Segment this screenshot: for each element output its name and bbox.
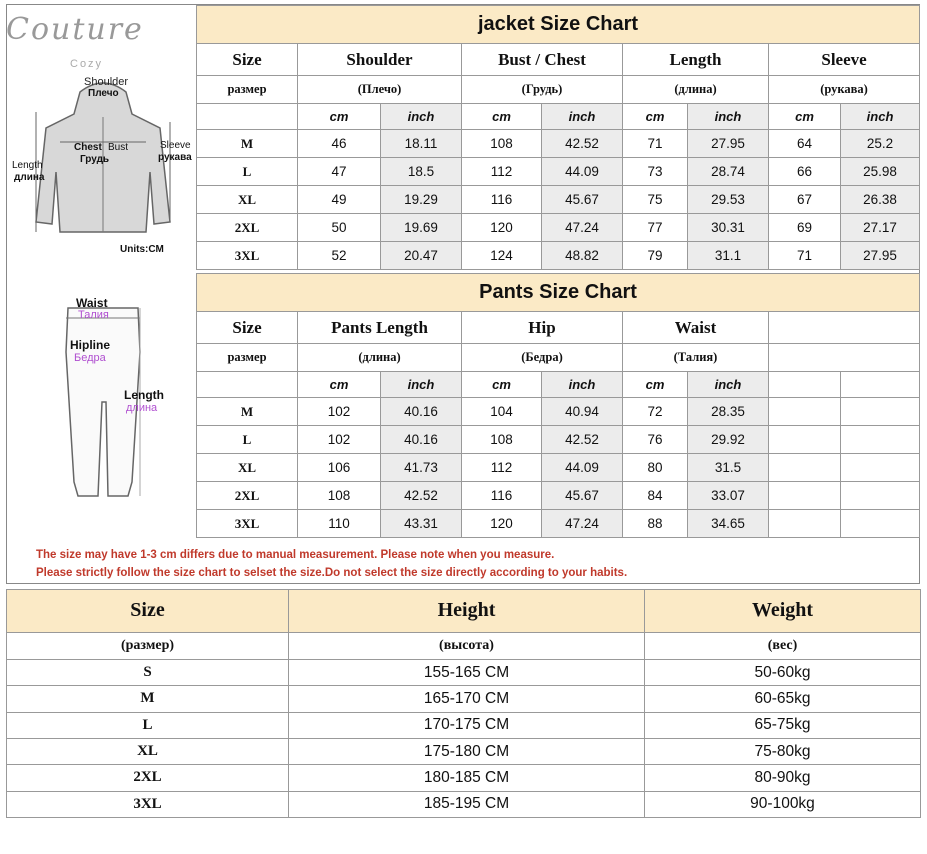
value-cell: 102 <box>298 426 381 454</box>
pants-subheader-waist: (Талия) <box>623 344 769 372</box>
value-cell: 79 <box>623 242 688 270</box>
size-cell: 3XL <box>197 510 298 538</box>
table-row <box>7 686 921 712</box>
table-row <box>197 130 920 158</box>
label-bust: Bust <box>108 142 129 153</box>
value-cell: 29.92 <box>688 426 769 454</box>
value-cell: 47.24 <box>542 214 623 242</box>
size-cell: S <box>7 659 289 685</box>
pants-chart-title: Pants Size Chart <box>197 274 920 312</box>
value-cell: 45.67 <box>542 482 623 510</box>
size-cell: M <box>197 130 298 158</box>
size-cell: XL <box>197 186 298 214</box>
value-cell: 77 <box>623 214 688 242</box>
table-row <box>7 765 921 791</box>
note-measurement: The size may have 1-3 cm differs due to manual measurement. Please note when you measure. <box>36 549 555 561</box>
label-hipline: Hipline <box>70 338 111 352</box>
logo-script: Couture <box>6 12 144 47</box>
value-cell: 66 <box>769 158 841 186</box>
value-cell: 31.5 <box>688 454 769 482</box>
table-row <box>197 242 920 270</box>
label-length-ru: длина <box>14 172 45 183</box>
unit-cm: cm <box>298 104 381 130</box>
table-row <box>197 214 920 242</box>
jacket-chart-title: jacket Size Chart <box>197 6 920 44</box>
value-cell: 76 <box>623 426 688 454</box>
value-cell: 50 <box>298 214 381 242</box>
value-cell: 45.67 <box>542 186 623 214</box>
size-cell: M <box>7 686 289 712</box>
value-cell: 19.29 <box>381 186 462 214</box>
value-cell: 27.95 <box>841 242 920 270</box>
blank-cell <box>841 398 920 426</box>
value-cell: 116 <box>462 482 542 510</box>
table-row <box>197 398 920 426</box>
unit-inch: inch <box>542 104 623 130</box>
subheader-sleeve: (рукава) <box>769 76 920 104</box>
value-cell: 20.47 <box>381 242 462 270</box>
value-cell: 72 <box>623 398 688 426</box>
blank-cell <box>841 510 920 538</box>
pants-header-length: Pants Length <box>298 312 462 344</box>
value-cell: 80 <box>623 454 688 482</box>
brand-logo <box>2 4 152 74</box>
value-cell: 40.16 <box>381 426 462 454</box>
table-row <box>7 659 921 685</box>
size-cell: L <box>7 712 289 738</box>
value-cell: 104 <box>462 398 542 426</box>
unit-blank <box>197 372 298 398</box>
size-cell: 3XL <box>197 242 298 270</box>
size-cell: 2XL <box>197 214 298 242</box>
value-cell: 116 <box>462 186 542 214</box>
value-cell: 88 <box>623 510 688 538</box>
table-row <box>7 738 921 764</box>
size-cell: M <box>197 398 298 426</box>
size-cell: XL <box>197 454 298 482</box>
blank-cell <box>841 482 920 510</box>
value-cell: 42.52 <box>542 130 623 158</box>
value-cell: 75 <box>623 186 688 214</box>
pants-subheader-size: размер <box>197 344 298 372</box>
value-cell: 124 <box>462 242 542 270</box>
value-cell: 42.52 <box>542 426 623 454</box>
note-follow-chart: Please strictly follow the size chart to selset the size.Do not select the size directly according to your habits. <box>36 567 628 579</box>
blank-cell <box>769 426 841 454</box>
pants-header-hip: Hip <box>462 312 623 344</box>
value-cell: 73 <box>623 158 688 186</box>
blank-cell <box>769 398 841 426</box>
label-length: Length <box>12 160 43 171</box>
table-row <box>7 791 921 817</box>
value-cell: 40.94 <box>542 398 623 426</box>
unit-blank <box>841 372 920 398</box>
pants-header-size: Size <box>197 312 298 344</box>
value-cell: 108 <box>298 482 381 510</box>
weight-cell: 60-65kg <box>645 686 921 712</box>
subheader-shoulder: (Плечо) <box>298 76 462 104</box>
value-cell: 40.16 <box>381 398 462 426</box>
size-cell: 2XL <box>7 765 289 791</box>
pants-size-table <box>196 273 920 538</box>
value-cell: 46 <box>298 130 381 158</box>
unit-inch: inch <box>381 104 462 130</box>
pants-header-blank <box>769 312 920 344</box>
table-row <box>7 712 921 738</box>
unit-inch: inch <box>688 372 769 398</box>
value-cell: 71 <box>623 130 688 158</box>
value-cell: 106 <box>298 454 381 482</box>
weight-cell: 65-75kg <box>645 712 921 738</box>
blank-cell <box>841 426 920 454</box>
body-header-weight: Weight <box>645 590 921 633</box>
weight-cell: 90-100kg <box>645 791 921 817</box>
pants-diagram <box>10 282 196 532</box>
size-cell: 3XL <box>7 791 289 817</box>
value-cell: 110 <box>298 510 381 538</box>
subheader-length: (длина) <box>623 76 769 104</box>
unit-cm: cm <box>769 104 841 130</box>
table-row <box>197 426 920 454</box>
value-cell: 43.31 <box>381 510 462 538</box>
value-cell: 31.1 <box>688 242 769 270</box>
blank-cell <box>841 454 920 482</box>
value-cell: 44.09 <box>542 158 623 186</box>
value-cell: 48.82 <box>542 242 623 270</box>
height-cell: 175-180 CM <box>289 738 645 764</box>
blank-cell <box>769 454 841 482</box>
value-cell: 30.31 <box>688 214 769 242</box>
label-units: Units:CM <box>120 244 164 255</box>
value-cell: 25.98 <box>841 158 920 186</box>
label-sleeve: Sleeve <box>160 140 191 151</box>
pants-subheader-length: (длина) <box>298 344 462 372</box>
value-cell: 108 <box>462 426 542 454</box>
body-header-size: Size <box>7 590 289 633</box>
label-shoulder: Shoulder <box>84 76 129 88</box>
value-cell: 33.07 <box>688 482 769 510</box>
unit-cm: cm <box>623 372 688 398</box>
table-row <box>197 482 920 510</box>
value-cell: 29.53 <box>688 186 769 214</box>
unit-inch: inch <box>841 104 920 130</box>
unit-cm: cm <box>462 372 542 398</box>
value-cell: 69 <box>769 214 841 242</box>
jacket-size-table <box>196 5 920 270</box>
header-sleeve: Sleeve <box>769 44 920 76</box>
value-cell: 102 <box>298 398 381 426</box>
height-cell: 185-195 CM <box>289 791 645 817</box>
height-cell: 155-165 CM <box>289 659 645 685</box>
label-chest: Chest <box>74 142 102 153</box>
value-cell: 64 <box>769 130 841 158</box>
label-shoulder-ru: Плечо <box>88 88 119 99</box>
weight-cell: 50-60kg <box>645 659 921 685</box>
value-cell: 71 <box>769 242 841 270</box>
value-cell: 47.24 <box>542 510 623 538</box>
label-pants-length-ru: длина <box>126 402 158 414</box>
body-subheader-size: (размер) <box>7 632 289 659</box>
unit-blank <box>769 372 841 398</box>
value-cell: 112 <box>462 454 542 482</box>
body-subheader-height: (высота) <box>289 632 645 659</box>
jacket-diagram <box>10 72 196 262</box>
weight-cell: 80-90kg <box>645 765 921 791</box>
header-size: Size <box>197 44 298 76</box>
logo-small: Cozy <box>70 58 104 70</box>
header-shoulder: Shoulder <box>298 44 462 76</box>
label-hipline-ru: Бедра <box>74 352 106 364</box>
unit-inch: inch <box>688 104 769 130</box>
value-cell: 49 <box>298 186 381 214</box>
table-row <box>197 454 920 482</box>
label-pants-length: Length <box>124 388 164 402</box>
value-cell: 28.35 <box>688 398 769 426</box>
value-cell: 84 <box>623 482 688 510</box>
weight-cell: 75-80kg <box>645 738 921 764</box>
size-cell: L <box>197 158 298 186</box>
value-cell: 52 <box>298 242 381 270</box>
unit-cm: cm <box>298 372 381 398</box>
value-cell: 19.69 <box>381 214 462 242</box>
value-cell: 44.09 <box>542 454 623 482</box>
blank-cell <box>769 510 841 538</box>
size-cell: 2XL <box>197 482 298 510</box>
value-cell: 120 <box>462 510 542 538</box>
label-chest-ru: Грудь <box>80 154 110 165</box>
value-cell: 120 <box>462 214 542 242</box>
value-cell: 34.65 <box>688 510 769 538</box>
value-cell: 28.74 <box>688 158 769 186</box>
label-waist-ru: Талия <box>78 309 109 321</box>
size-cell: L <box>197 426 298 454</box>
height-cell: 170-175 CM <box>289 712 645 738</box>
pants-subheader-hip: (Бедра) <box>462 344 623 372</box>
subheader-bust: (Грудь) <box>462 76 623 104</box>
value-cell: 67 <box>769 186 841 214</box>
size-cell: XL <box>7 738 289 764</box>
body-subheader-weight: (вес) <box>645 632 921 659</box>
value-cell: 41.73 <box>381 454 462 482</box>
value-cell: 26.38 <box>841 186 920 214</box>
value-cell: 112 <box>462 158 542 186</box>
subheader-size: размер <box>197 76 298 104</box>
height-cell: 165-170 CM <box>289 686 645 712</box>
value-cell: 47 <box>298 158 381 186</box>
table-row <box>197 510 920 538</box>
unit-inch: inch <box>542 372 623 398</box>
label-waist: Waist <box>76 296 108 310</box>
header-length: Length <box>623 44 769 76</box>
value-cell: 108 <box>462 130 542 158</box>
blank-cell <box>769 482 841 510</box>
value-cell: 18.11 <box>381 130 462 158</box>
header-bust: Bust / Chest <box>462 44 623 76</box>
pants-subheader-blank <box>769 344 920 372</box>
table-row <box>197 158 920 186</box>
height-cell: 180-185 CM <box>289 765 645 791</box>
value-cell: 27.17 <box>841 214 920 242</box>
pants-header-waist: Waist <box>623 312 769 344</box>
unit-cm: cm <box>462 104 542 130</box>
unit-inch: inch <box>381 372 462 398</box>
value-cell: 42.52 <box>381 482 462 510</box>
value-cell: 27.95 <box>688 130 769 158</box>
height-weight-table <box>6 589 921 818</box>
value-cell: 18.5 <box>381 158 462 186</box>
unit-blank <box>197 104 298 130</box>
value-cell: 25.2 <box>841 130 920 158</box>
unit-cm: cm <box>623 104 688 130</box>
table-row <box>197 186 920 214</box>
body-header-height: Height <box>289 590 645 633</box>
label-sleeve-ru: рукава <box>158 152 192 163</box>
